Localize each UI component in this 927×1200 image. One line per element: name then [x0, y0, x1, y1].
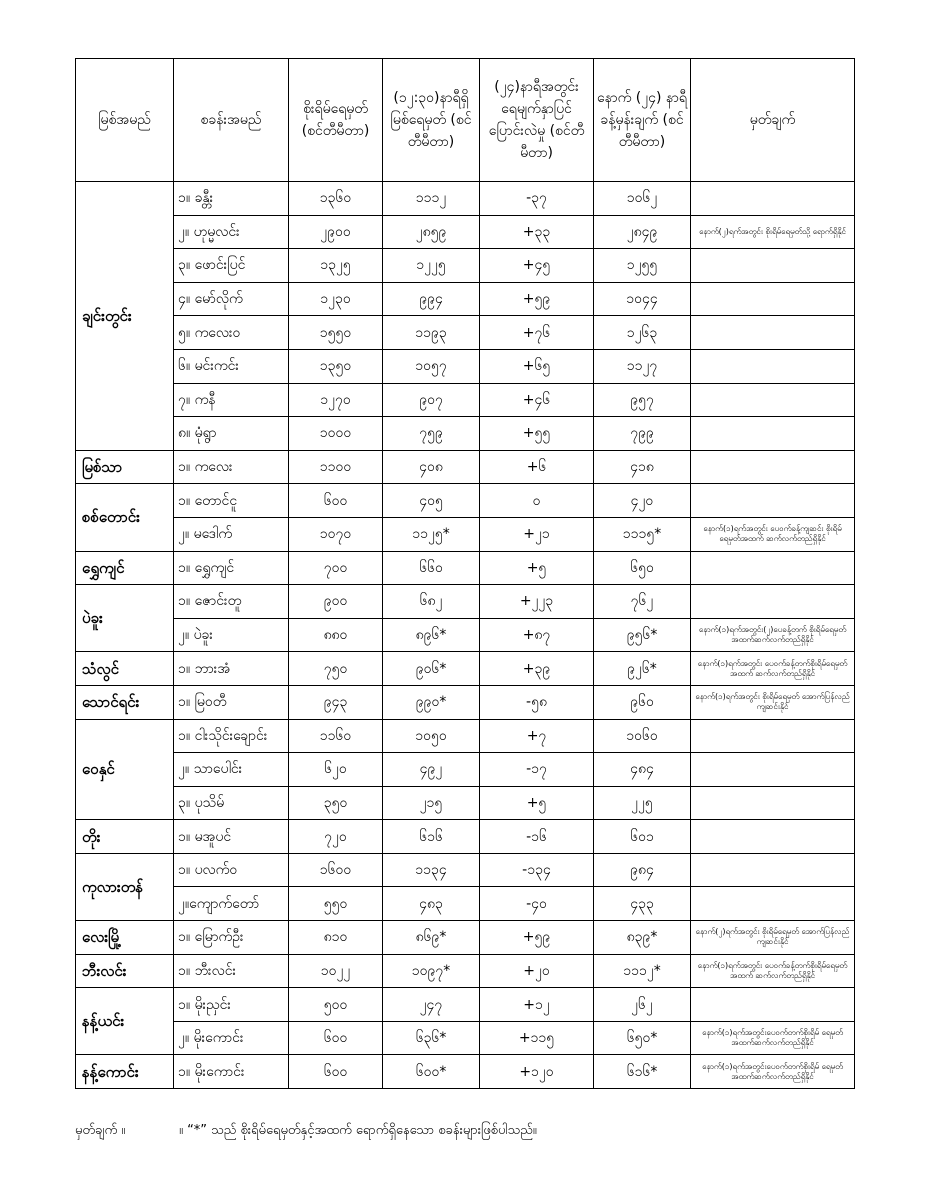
header-row: [76, 59, 855, 182]
river-name-cell: လေးမြို့: [76, 921, 174, 955]
forecast-cell: ၉၅၆*: [594, 618, 691, 652]
forecast-cell: ၁၀၆၀: [594, 719, 691, 753]
table-row: [76, 417, 855, 451]
forecast-cell: ၆၀၁: [594, 820, 691, 854]
table-row: [76, 1021, 855, 1055]
table-row: [76, 786, 855, 820]
station-cell: ၂။ ပဲခူး: [174, 618, 289, 652]
river-name-cell: ရွှေကျင်: [76, 551, 174, 585]
river-name-cell: ဘီးလင်း: [76, 954, 174, 988]
danger-level-cell: ၆၀၀: [289, 484, 383, 518]
observed-level-cell: ၂၁၅: [383, 786, 480, 820]
station-cell: ၂။ သာပေါင်း: [174, 753, 289, 787]
remarks-cell: [691, 484, 855, 518]
remarks-cell: [691, 786, 855, 820]
remarks-cell: [691, 820, 855, 854]
station-cell: ၁။ မြဝတီ: [174, 685, 289, 719]
observed-level-cell: ၆၆၀: [383, 551, 480, 585]
change-cell: +၄၅: [480, 249, 594, 283]
river-level-table-container: [75, 58, 854, 1089]
change-cell: -၁၃၄: [480, 853, 594, 887]
change-cell: +၁၂: [480, 988, 594, 1022]
station-cell: ၁။ မြောက်ဦး: [174, 921, 289, 955]
forecast-cell: ၉၂၆*: [594, 652, 691, 686]
remarks-cell: နောက်(၁)ရက်အတွင်းပေဝက်တက်စိုးရိမ် ရေမှတ်အထက်ဆက်လက်တည်ရှိနိုင်: [691, 1021, 855, 1055]
river-name-cell: သောင်ရင်း: [76, 685, 174, 719]
change-cell: -၄၀: [480, 887, 594, 921]
forecast-cell: ၂၈၄၉: [594, 215, 691, 249]
danger-level-cell: ၂၉၀၀: [289, 215, 383, 249]
observed-level-cell: ၁၁၉၃: [383, 316, 480, 350]
observed-level-cell: ၇၅၉: [383, 417, 480, 451]
table-row: [76, 853, 855, 887]
change-cell: +၆: [480, 450, 594, 484]
forecast-cell: ၆၅၀: [594, 551, 691, 585]
observed-level-cell: ၉၀၇: [383, 383, 480, 417]
header-danger-level: စိုးရိမ်ရေမှတ် (စင်တီမီတာ): [289, 59, 383, 182]
observed-level-cell: ၁၀၉၇*: [383, 954, 480, 988]
forecast-cell: ၁၀၆၂: [594, 182, 691, 216]
forecast-cell: ၇၉၉: [594, 417, 691, 451]
change-cell: +၅: [480, 551, 594, 585]
change-cell: +၂၀: [480, 954, 594, 988]
observed-level-cell: ၈၉၆*: [383, 618, 480, 652]
change-cell: +၃၃: [480, 215, 594, 249]
danger-level-cell: ၈၁၀: [289, 921, 383, 955]
table-row: [76, 349, 855, 383]
change-cell: +၅၅: [480, 417, 594, 451]
change-cell: ၀: [480, 484, 594, 518]
table-row: [76, 383, 855, 417]
station-cell: ၁။ မိုးညှင်း: [174, 988, 289, 1022]
remarks-cell: [691, 349, 855, 383]
river-name-cell: ပဲခူး: [76, 585, 174, 652]
river-name-cell: နန့်ကောင်း: [76, 1055, 174, 1089]
footnote-text: ။ “*” သည် စိုးရိမ်ရေမှတ်နှင့်အထက် ရောက်ရှိနေသော စခန်းများဖြစ်ပါသည်။: [179, 1123, 537, 1138]
river-name-cell: မြစ်သာ: [76, 450, 174, 484]
station-cell: ၃။ ပုသိမ်: [174, 786, 289, 820]
change-cell: -၁၆: [480, 820, 594, 854]
danger-level-cell: ၁၁၀၀: [289, 450, 383, 484]
observed-level-cell: ၁၁၁၂: [383, 182, 480, 216]
footnote-label: မှတ်ချက် ။: [75, 1123, 126, 1138]
river-name-cell: ချင်းတွင်း: [76, 182, 174, 451]
forecast-cell: ၉၅၇: [594, 383, 691, 417]
danger-level-cell: ၉၄၃: [289, 685, 383, 719]
remarks-cell: [691, 316, 855, 350]
station-cell: ၇။ ကနီ: [174, 383, 289, 417]
table-row: [76, 316, 855, 350]
danger-level-cell: ၁၃၆၀: [289, 182, 383, 216]
remarks-cell: [691, 249, 855, 283]
station-cell: ၁။ တောင်ငူ: [174, 484, 289, 518]
observed-level-cell: ၂၈၅၉: [383, 215, 480, 249]
change-cell: +၆၅: [480, 349, 594, 383]
river-name-cell: ကုလားတန်: [76, 853, 174, 920]
forecast-cell: ၄၂၀: [594, 484, 691, 518]
observed-level-cell: ၉၉၄: [383, 282, 480, 316]
forecast-cell: ၁၁၁၅*: [594, 517, 691, 551]
forecast-cell: ၁၂၆၃: [594, 316, 691, 350]
forecast-cell: ၆၅၀*: [594, 1021, 691, 1055]
change-cell: +၅၉: [480, 921, 594, 955]
station-cell: ၁။ ရွှေကျင်: [174, 551, 289, 585]
change-cell: +၂၂၃: [480, 585, 594, 619]
table-row: [76, 887, 855, 921]
change-cell: +၁၂၀: [480, 1055, 594, 1089]
forecast-cell: ၁၂၅၅: [594, 249, 691, 283]
observed-level-cell: ၄၀၈: [383, 450, 480, 484]
header-change-24h: (၂၄)နာရီအတွင်း ရေမျက်နှာပြင် ပြောင်းလဲမှု (စင်တီမီတာ): [480, 59, 594, 182]
table-row: [76, 719, 855, 753]
table-row: [76, 215, 855, 249]
river-name-cell: နန့်ယင်း: [76, 988, 174, 1055]
danger-level-cell: ၅၀၀: [289, 988, 383, 1022]
danger-level-cell: ၃၅၀: [289, 786, 383, 820]
danger-level-cell: ၇၅၀: [289, 652, 383, 686]
table-row: [76, 282, 855, 316]
change-cell: +၂၁: [480, 517, 594, 551]
remarks-cell: [691, 753, 855, 787]
danger-level-cell: ၆၀၀: [289, 1055, 383, 1089]
station-cell: ၅။ ကလေးဝ: [174, 316, 289, 350]
river-level-table: [75, 58, 855, 1089]
remarks-cell: [691, 383, 855, 417]
forecast-cell: ၉၈၄: [594, 853, 691, 887]
change-cell: +၄၆: [480, 383, 594, 417]
forecast-cell: ၆၁၆*: [594, 1055, 691, 1089]
remarks-cell: [691, 182, 855, 216]
change-cell: +၅: [480, 786, 594, 820]
danger-level-cell: ၆၂၀: [289, 753, 383, 787]
table-row: [76, 618, 855, 652]
station-cell: ၂။ မဒေါက်: [174, 517, 289, 551]
danger-level-cell: ၅၅၀: [289, 887, 383, 921]
remarks-cell: [691, 282, 855, 316]
forecast-cell: ၂၂၅: [594, 786, 691, 820]
danger-level-cell: ၇၂၀: [289, 820, 383, 854]
observed-level-cell: ၈၆၉*: [383, 921, 480, 955]
change-cell: +၇၆: [480, 316, 594, 350]
observed-level-cell: ၉၉၀*: [383, 685, 480, 719]
table-row: [76, 820, 855, 854]
remarks-cell: နောက်(၁)ရက်အတွင်း ပေ‌ဝက်ခန့်ကျဆင်း စိုးရိမ်ရေမှတ်အထက် ဆက်လက်တည်ရှိနိုင်: [691, 517, 855, 551]
table-row: [76, 988, 855, 1022]
observed-level-cell: ၁၀၅၀: [383, 719, 480, 753]
danger-level-cell: ၁၁၆၀: [289, 719, 383, 753]
header-remarks: မှတ်ချက်: [691, 59, 855, 182]
observed-level-cell: ၆၈၂: [383, 585, 480, 619]
remarks-cell: [691, 551, 855, 585]
station-cell: ၁။ ခန္တီး: [174, 182, 289, 216]
danger-level-cell: ၁၀၀၀: [289, 417, 383, 451]
table-row: [76, 484, 855, 518]
station-cell: ၂။ မိုးကောင်း: [174, 1021, 289, 1055]
station-cell: ၁။ မိုးကောင်း: [174, 1055, 289, 1089]
header-station: စခန်းအမည်: [174, 59, 289, 182]
forecast-cell: ၉၆၀: [594, 685, 691, 719]
header-river: မြစ်အမည်: [76, 59, 174, 182]
table-row: [76, 652, 855, 686]
forecast-cell: ၄၈၄: [594, 753, 691, 787]
forecast-cell: ၄၁၈: [594, 450, 691, 484]
table-row: [76, 685, 855, 719]
danger-level-cell: ၆၀၀: [289, 1021, 383, 1055]
station-cell: ၃။ ဖောင်းပြင်: [174, 249, 289, 283]
forecast-cell: ၁၁၁၂*: [594, 954, 691, 988]
station-cell: ၄။ မော်လိုက်: [174, 282, 289, 316]
header-forecast-24h: နောက် (၂၄) နာရီ ခန့်မှန်းချက် (စင်တီမီတာ): [594, 59, 691, 182]
danger-level-cell: ၁၂၃၀: [289, 282, 383, 316]
observed-level-cell: ၄၈၃: [383, 887, 480, 921]
river-name-cell: တိုး: [76, 820, 174, 854]
observed-level-cell: ၆၃၆*: [383, 1021, 480, 1055]
observed-level-cell: ၁၁၂၅*: [383, 517, 480, 551]
station-cell: ၁။ ကလေး: [174, 450, 289, 484]
danger-level-cell: ၇၀၀: [289, 551, 383, 585]
danger-level-cell: ၉၀၀: [289, 585, 383, 619]
station-cell: ၁။ ငါးသိုင်းချောင်း: [174, 719, 289, 753]
header-observed-level: (၁၂:၃၀)နာရီရှိ မြစ်ရေမှတ် (စင်တီမီတာ): [383, 59, 480, 182]
observed-level-cell: ၆၁၆: [383, 820, 480, 854]
forecast-cell: ၁၀၄၄: [594, 282, 691, 316]
danger-level-cell: ၁၀၂၂: [289, 954, 383, 988]
station-cell: ၁။ ဇောင်းတူ: [174, 585, 289, 619]
forecast-cell: ၂၆၂: [594, 988, 691, 1022]
observed-level-cell: ၆၀၀*: [383, 1055, 480, 1089]
danger-level-cell: ၁၃၅၀: [289, 349, 383, 383]
station-cell: ၁။ ပလက်ဝ: [174, 853, 289, 887]
station-cell: ၂။ကျောက်တော်: [174, 887, 289, 921]
table-row: [76, 517, 855, 551]
danger-level-cell: ၁၆၀၀: [289, 853, 383, 887]
forecast-cell: ၄၃၃: [594, 887, 691, 921]
remarks-cell: နောက်(၂)ရက်အတွင်း စိုးရိမ်ရေမှတ်သို့ ရောက်ရှိနိုင်: [691, 215, 855, 249]
remarks-cell: နောက်(၁)ရက်အတွင်း(၂)ပေခန့်တက် စိုးရိမ်ရေမှတ်အထက်ဆက်လက်တည်ရှိနိုင်: [691, 618, 855, 652]
table-row: [76, 585, 855, 619]
table-row: [76, 249, 855, 283]
danger-level-cell: ၁၂၇၀: [289, 383, 383, 417]
remarks-cell: [691, 719, 855, 753]
observed-level-cell: ၄၉၂: [383, 753, 480, 787]
river-name-cell: စစ်တောင်း: [76, 484, 174, 551]
change-cell: +၁၁၅: [480, 1021, 594, 1055]
danger-level-cell: ၁၀၇၀: [289, 517, 383, 551]
station-cell: ၆။ မင်းကင်း: [174, 349, 289, 383]
remarks-cell: [691, 853, 855, 887]
observed-level-cell: ၁၁၃၄: [383, 853, 480, 887]
remarks-cell: [691, 417, 855, 451]
station-cell: ၈။ မုံရွာ: [174, 417, 289, 451]
change-cell: -၃၇: [480, 182, 594, 216]
observed-level-cell: ၂၄၇: [383, 988, 480, 1022]
change-cell: -၁၇: [480, 753, 594, 787]
station-cell: ၁။ ဘားအံ: [174, 652, 289, 686]
change-cell: +၃၉: [480, 652, 594, 686]
danger-level-cell: ၁၃၂၅: [289, 249, 383, 283]
change-cell: +၇: [480, 719, 594, 753]
change-cell: +၈၇: [480, 618, 594, 652]
observed-level-cell: ၁၀၅၇: [383, 349, 480, 383]
remarks-cell: နောက်(၁)ရက်အတွင်းပေဝက်တက်စိုးရိမ် ရေမှတ်အထက်ဆက်လက်တည်ရှိနိုင်: [691, 1055, 855, 1089]
river-name-cell: သံလွင်: [76, 652, 174, 686]
remarks-cell: [691, 988, 855, 1022]
table-row: [76, 954, 855, 988]
observed-level-cell: ၄၀၅: [383, 484, 480, 518]
station-cell: ၁။ မအူပင်: [174, 820, 289, 854]
remarks-cell: [691, 450, 855, 484]
remarks-cell: [691, 585, 855, 619]
table-row: [76, 450, 855, 484]
remarks-cell: [691, 887, 855, 921]
table-row: [76, 921, 855, 955]
observed-level-cell: ၉၀၆*: [383, 652, 480, 686]
remarks-cell: နောက်(၁)ရက်အတွင်း ပေ‌ဝက်ခန့်တက်စိုးရိမ်ရေမှတ်အထက် ဆက်လက်တည်ရှိနိုင်: [691, 954, 855, 988]
forecast-cell: ၁၁၂၇: [594, 349, 691, 383]
forecast-cell: ၇၆၂: [594, 585, 691, 619]
station-cell: ၁။ ဘီးလင်း: [174, 954, 289, 988]
change-cell: -၅၈: [480, 685, 594, 719]
danger-level-cell: ၈၈၀: [289, 618, 383, 652]
station-cell: ၂။ ဟုမ္မလင်း: [174, 215, 289, 249]
change-cell: +၅၉: [480, 282, 594, 316]
table-row: [76, 551, 855, 585]
table-body: [76, 182, 855, 1089]
forecast-cell: ၈၃၉*: [594, 921, 691, 955]
river-name-cell: ဝေနှင်: [76, 719, 174, 820]
footnote: [75, 1122, 537, 1141]
remarks-cell: နောက်(၂)ရက်အတွင်း စိုးရိမ်ရေမှတ် အောက်ပြန်လည်ကျဆင်းနိုင်: [691, 921, 855, 955]
table-row: [76, 1055, 855, 1089]
table-row: [76, 182, 855, 216]
table-row: [76, 753, 855, 787]
remarks-cell: နောက်(၁)ရက်အတွင်း ပေ‌ဝက်ခန့်တက်စိုးရိမ်ရေမှတ်အထက် ဆက်လက်တည်ရှိနိုင်: [691, 652, 855, 686]
observed-level-cell: ၁၂၂၅: [383, 249, 480, 283]
danger-level-cell: ၁၅၅၀: [289, 316, 383, 350]
remarks-cell: နောက်(၁)ရက်အတွင်း စိုးရိမ်ရေမှတ် အောက်ပြန်လည်ကျဆင်းနိုင်: [691, 685, 855, 719]
